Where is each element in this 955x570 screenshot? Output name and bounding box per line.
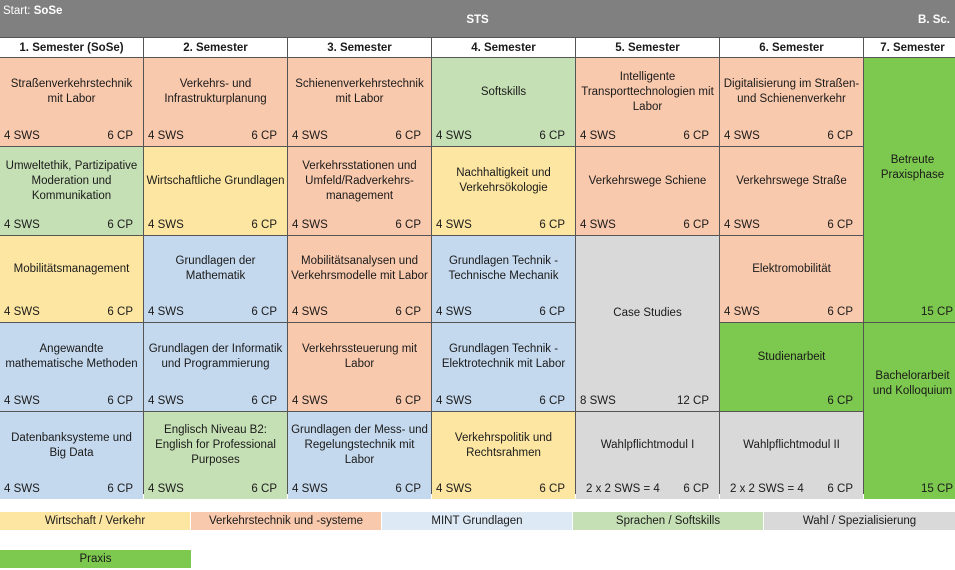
module-sws: 4 SWS (4, 395, 40, 407)
module-sws: 4 SWS (436, 130, 472, 142)
module-sws: 4 SWS (724, 306, 760, 318)
semester-header-5: 5. Semester (576, 38, 719, 57)
module-cp: 6 CP (539, 483, 565, 495)
module-cell (144, 236, 287, 322)
module-title: Wahlpflichtmodul II (743, 439, 840, 451)
module-sws: 2 x 2 SWS = 4 (586, 483, 660, 495)
module-cell (720, 236, 863, 322)
start-semester: Start: SoSe (3, 5, 63, 17)
module-sws: 4 SWS (724, 130, 760, 142)
module-cell (144, 412, 287, 499)
module-cp: 6 CP (683, 219, 709, 231)
module-title: Wirtschaftliche Grundlagen (146, 174, 285, 187)
module-title: Datenbanksysteme und Big Data (11, 431, 132, 459)
module-title: Softskills (480, 85, 527, 98)
module-sws: 4 SWS (436, 483, 472, 495)
module-cp: 12 CP (677, 395, 709, 407)
module-sws: 4 SWS (580, 130, 616, 142)
module-cell (720, 147, 863, 235)
module-cp: 6 CP (539, 306, 565, 318)
legend-wirtschaft: Wirtschaft / Verkehr (0, 512, 190, 530)
module-sws: 4 SWS (292, 483, 328, 495)
module-cp: 6 CP (251, 395, 277, 407)
module-sws: 4 SWS (4, 483, 40, 495)
module-cell (144, 147, 287, 235)
module-sws: 4 SWS (148, 130, 184, 142)
module-cp: 6 CP (827, 219, 853, 231)
legend-mint: MINT Grundlagen (382, 512, 572, 530)
module-cp: 6 CP (827, 306, 853, 318)
module-cp: 6 CP (395, 483, 421, 495)
module-cell (288, 323, 431, 411)
module-sws: 4 SWS (436, 395, 472, 407)
module-cp: 6 CP (107, 130, 133, 142)
module-cp: 15 CP (921, 306, 953, 318)
module-title: Verkehrspolitik und Rechtsrahmen (454, 431, 553, 459)
title-bar (0, 0, 955, 38)
semester-header-1: 1. Semester (SoSe) (0, 38, 143, 57)
module-sws: 4 SWS (292, 130, 328, 142)
module-cell (288, 147, 431, 235)
module-title: Grundlagen der Mathematik (175, 255, 256, 282)
module-title: Grundlagen der Mess- und Regelungstechnik mit Labor (291, 424, 428, 466)
module-cp: 6 CP (251, 219, 277, 231)
module-cp: 6 CP (251, 306, 277, 318)
module-cell (720, 412, 863, 499)
curriculum-grid (0, 38, 955, 494)
module-title: Bachelorarbeit und Kolloquium (872, 370, 953, 397)
module-cell (576, 236, 719, 411)
module-cp: 6 CP (107, 395, 133, 407)
module-cell (144, 323, 287, 411)
module-cp: 6 CP (683, 130, 709, 142)
semester-header-6: 6. Semester (720, 38, 863, 57)
module-cp: 6 CP (107, 306, 133, 318)
legend (0, 512, 955, 530)
module-title: Grundlagen der Informatik und Programmierung (148, 343, 283, 370)
module-sws: 4 SWS (4, 130, 40, 142)
module-title: Grundlagen Technik - Technische Mechanik (448, 255, 559, 282)
semester-header-2: 2. Semester (144, 38, 287, 57)
module-cp: 6 CP (395, 219, 421, 231)
module-cell (720, 323, 863, 411)
module-cp: 6 CP (827, 483, 853, 495)
module-sws: 4 SWS (436, 219, 472, 231)
module-cell (432, 323, 575, 411)
module-cp: 6 CP (395, 130, 421, 142)
legend-verkehrstechnik: Verkehrstechnik und -systeme (191, 512, 381, 530)
module-sws: 8 SWS (580, 395, 616, 407)
module-cell (0, 323, 143, 411)
module-title: Mobilitätsmanagement (13, 262, 130, 275)
module-title: Angewandte mathematische Methoden (5, 343, 138, 370)
module-title: Betreute Praxisphase (880, 154, 945, 181)
module-title: Elektromobilität (752, 262, 831, 275)
module-sws: 4 SWS (292, 395, 328, 407)
module-sws: 4 SWS (148, 306, 184, 318)
module-sws: 2 x 2 SWS = 4 (730, 483, 804, 495)
legend-praxis: Praxis (0, 550, 191, 568)
module-sws: 4 SWS (148, 219, 184, 231)
module-cell (432, 412, 575, 499)
semester-header-4: 4. Semester (432, 38, 575, 57)
module-cell (432, 147, 575, 235)
module-title: Verkehrswege Straße (736, 174, 847, 187)
module-sws: 4 SWS (580, 219, 616, 231)
module-cp: 6 CP (683, 483, 709, 495)
module-cell (288, 236, 431, 322)
module-cell (720, 58, 863, 146)
module-cell (432, 58, 575, 146)
module-sws: 4 SWS (292, 306, 328, 318)
module-sws: 4 SWS (4, 219, 40, 231)
module-title: Umweltethik, Partizipative Moderation und Kommunikation (5, 159, 138, 202)
module-cell (0, 412, 143, 499)
module-sws: 4 SWS (148, 395, 184, 407)
module-cell (576, 58, 719, 146)
module-cell (0, 236, 143, 322)
module-title: Englisch Niveau B2: English for Professional Purposes (155, 424, 276, 466)
module-cp: 6 CP (539, 395, 565, 407)
module-cp: 6 CP (395, 395, 421, 407)
legend-sprachen: Sprachen / Softskills (573, 512, 763, 530)
module-title: Nachhaltigkeit und Verkehrsökologie (456, 167, 551, 194)
program-name: STS (466, 14, 489, 26)
module-title: Mobilitätsanalysen und Verkehrsmodelle mit Labor (291, 255, 428, 282)
module-cell (288, 58, 431, 146)
module-title: Straßenverkehrstechnik mit Labor (10, 78, 133, 105)
module-title: Case Studies (613, 307, 682, 319)
module-sws: 4 SWS (436, 306, 472, 318)
module-title: Intelligente Transporttechnologien mit Labor (581, 70, 714, 113)
module-title: Verkehrsstationen und Umfeld/Radverkehrs-management (302, 159, 417, 202)
module-cell (0, 147, 143, 235)
module-title: Digitalisierung im Straßen- und Schienenverkehr (723, 78, 860, 105)
module-title: Grundlagen Technik - Elektrotechnik mit Labor (441, 343, 566, 370)
module-cp: 6 CP (107, 483, 133, 495)
module-cp: 6 CP (395, 306, 421, 318)
module-sws: 4 SWS (292, 219, 328, 231)
module-cp: 6 CP (827, 130, 853, 142)
module-cp: 15 CP (921, 483, 953, 495)
module-title: Schienenverkehrstechnik mit Labor (295, 78, 424, 105)
module-sws: 4 SWS (148, 483, 184, 495)
module-title: Wahlpflichtmodul I (600, 439, 695, 451)
module-cp: 6 CP (539, 130, 565, 142)
module-cell (576, 412, 719, 499)
semester-header-3: 3. Semester (288, 38, 431, 57)
module-cp: 6 CP (251, 483, 277, 495)
module-title: Verkehrs- und Infrastrukturplanung (164, 78, 267, 105)
module-cp: 6 CP (107, 219, 133, 231)
module-cell (864, 58, 955, 322)
module-sws: 4 SWS (724, 219, 760, 231)
module-cell (288, 412, 431, 499)
module-sws: 4 SWS (4, 306, 40, 318)
module-cell (864, 323, 955, 499)
module-cp: 6 CP (539, 219, 565, 231)
module-cp: 6 CP (251, 130, 277, 142)
module-cell (576, 147, 719, 235)
module-cell (0, 58, 143, 146)
module-title: Verkehrssteuerung mit Labor (301, 343, 418, 370)
module-title: Studienarbeit (757, 350, 826, 363)
semester-header-7: 7. Semester (864, 38, 955, 57)
module-cp: 6 CP (827, 395, 853, 407)
module-title: Verkehrswege Schiene (588, 174, 707, 187)
module-cell (432, 236, 575, 322)
degree-label: B. Sc. (918, 14, 950, 26)
module-cell (144, 58, 287, 146)
legend-wahl: Wahl / Spezialisierung (764, 512, 955, 530)
